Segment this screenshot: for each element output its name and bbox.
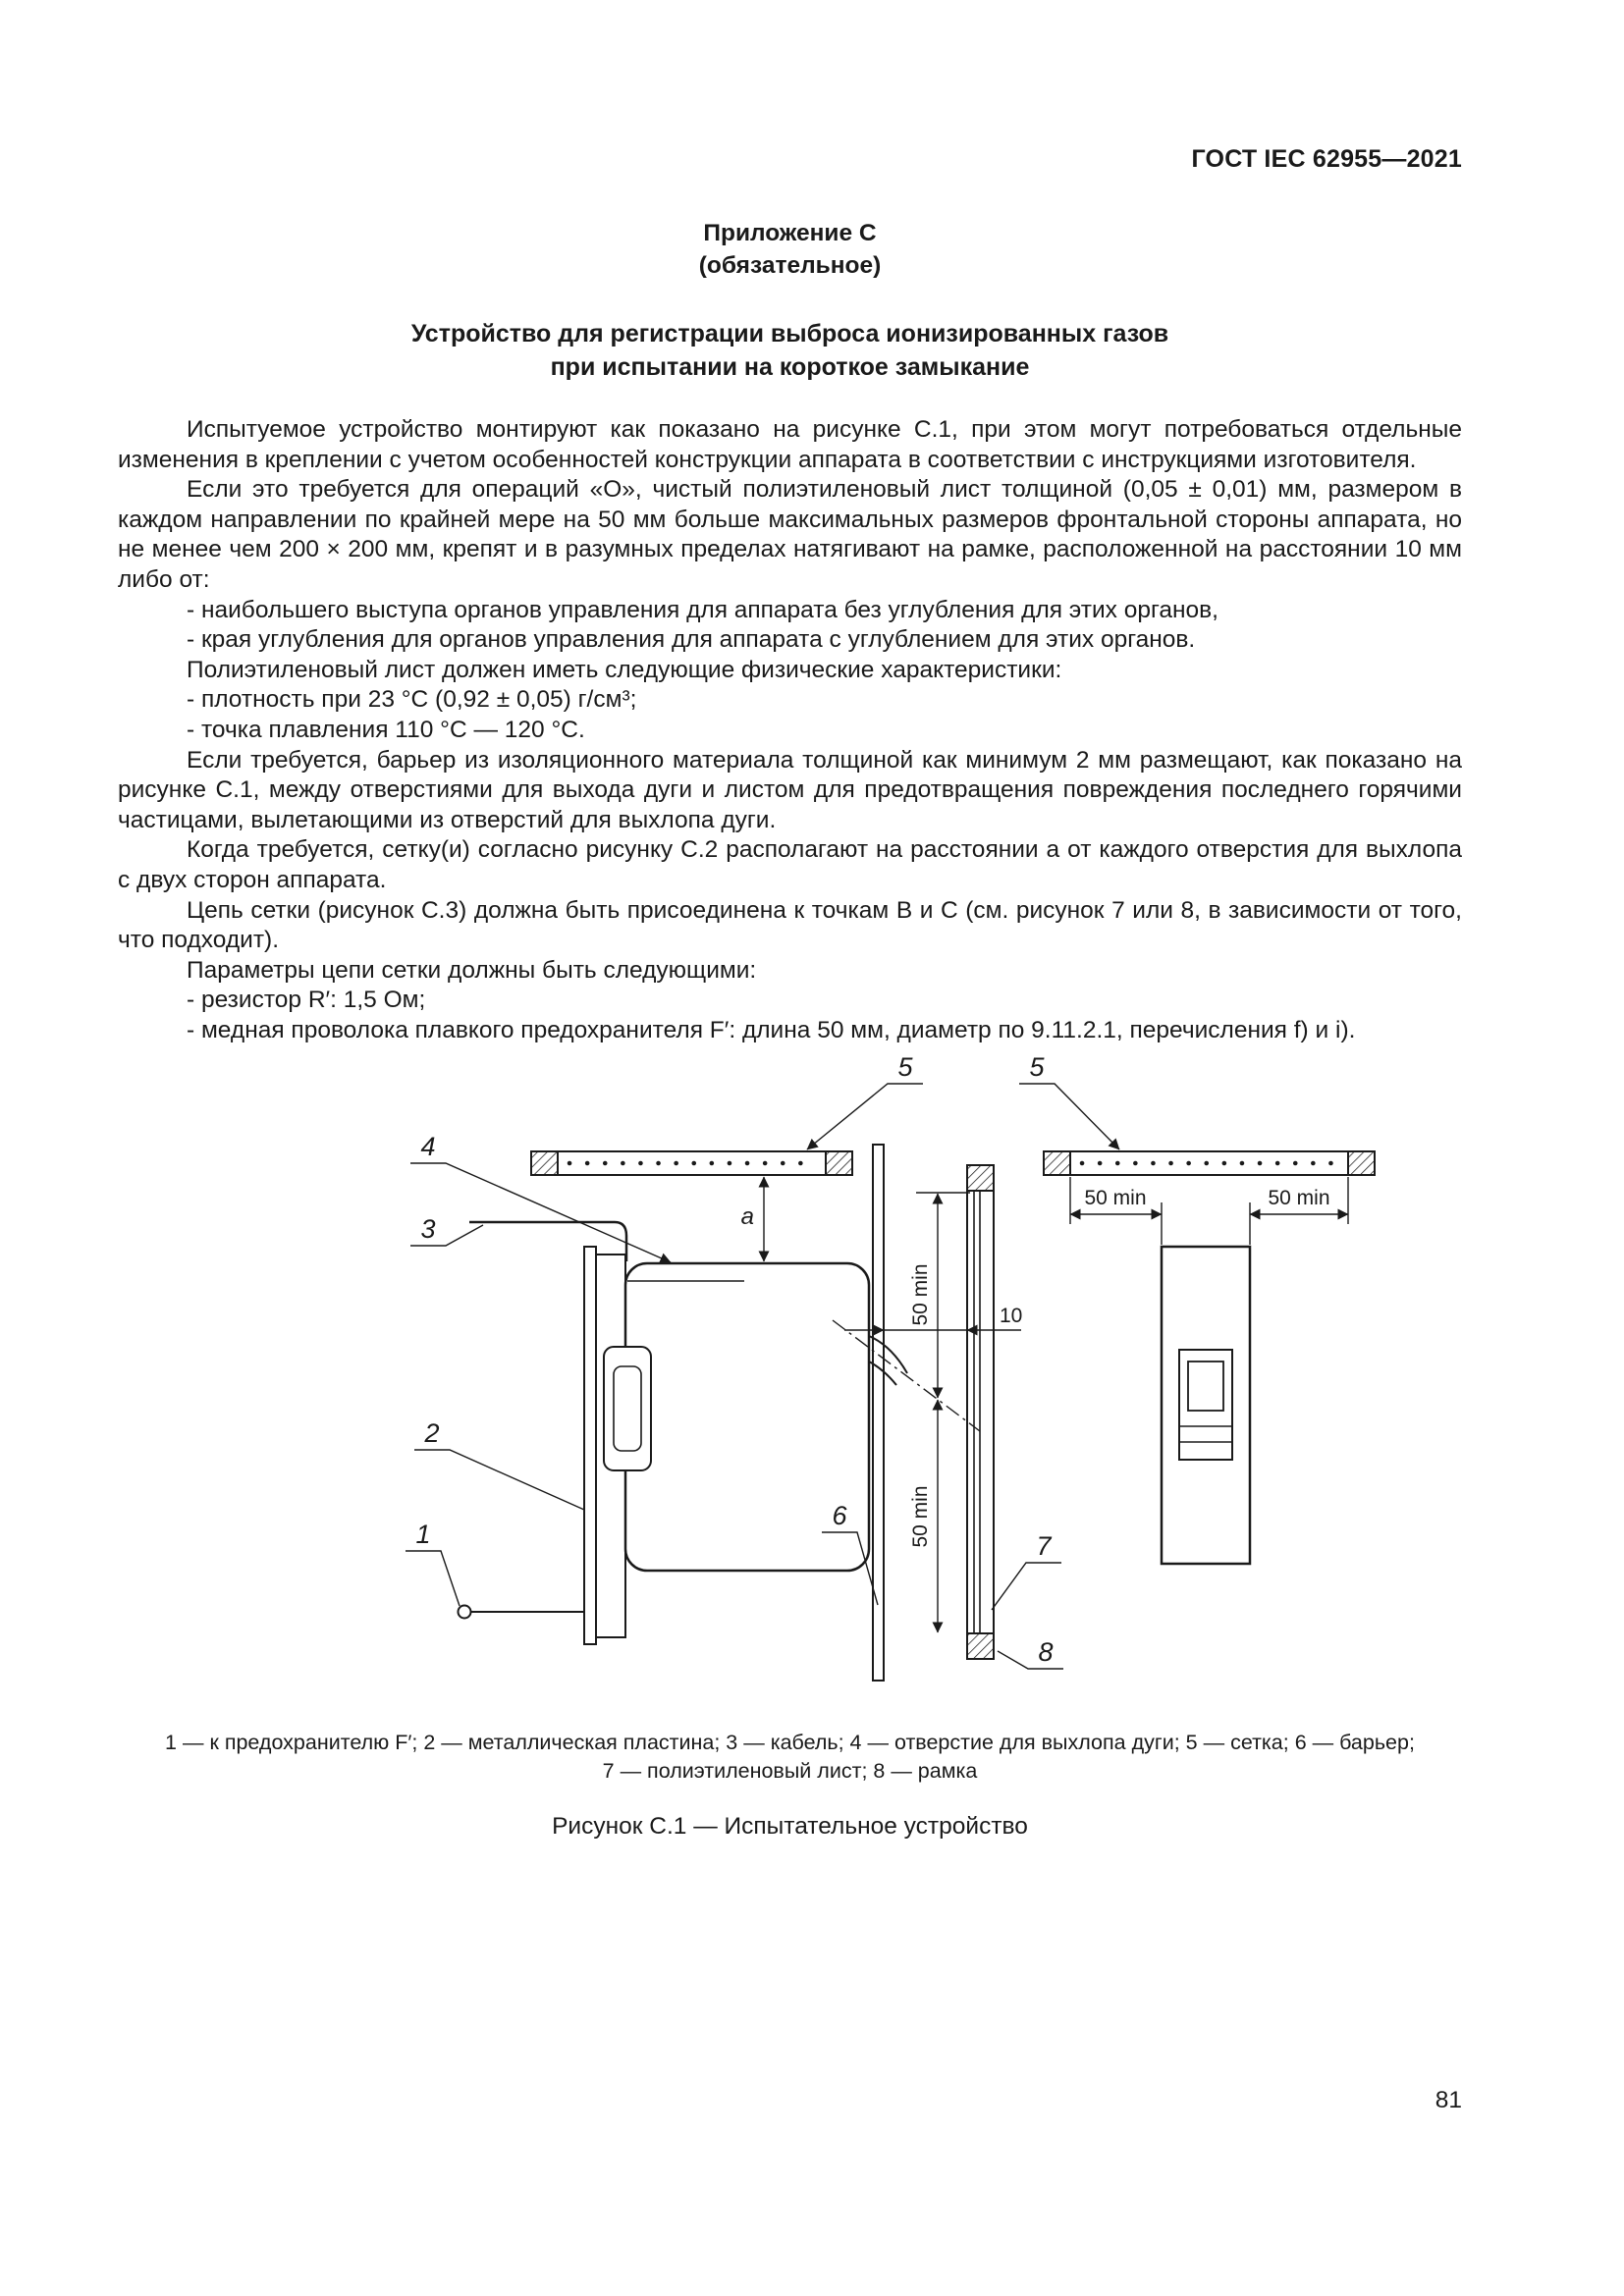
callout-8: 8 — [1038, 1637, 1054, 1668]
terminal-circle — [459, 1606, 471, 1619]
section-title-line1: Устройство для регистрации выброса ионизированных газов — [410, 320, 1169, 347]
list-item: - медная проволока плавкого предохранителя F′: длина 50 мм, диаметр по 9.11.2.1, перечисления f) и i). — [187, 1016, 1356, 1043]
leader-5-right — [1019, 1084, 1119, 1149]
figure-title: Рисунок С.1 — Испытательное устройство — [552, 1813, 1028, 1841]
callout-4: 4 — [420, 1132, 436, 1162]
dim-50min-upper-label: 50 min — [909, 1263, 932, 1326]
dim-a-label: a — [740, 1203, 754, 1231]
annex-label: Приложение С — [703, 220, 877, 246]
paragraph: Если требуется, барьер из изоляционного материала толщиной как минимум 2 мм размещают, как показано на рисунке С.1, между отверстиями для выхода дуги и листом для предотвращения повреждения последнего горячими частицами, вылетающими из отверстий для выхлопа дуги. — [118, 746, 1462, 833]
figure-caption-line2: 7 — полиэтиленовый лист; 8 — рамка — [602, 1759, 978, 1784]
list-item: - плотность при 23 °С (0,92 ± 0,05) г/см³; — [187, 686, 637, 714]
document-header — [118, 0, 1462, 174]
callout-6: 6 — [832, 1501, 847, 1531]
list-item: - точка плавления 110 °С — 120 °С. — [187, 716, 585, 743]
figure-c1-drawing — [381, 1055, 1422, 1703]
paragraph: Испытуемое устройство монтируют как показано на рисунке С.1, при этом могут потребоваться отдельные изменения в креплении с учетом особенностей конструкции аппарата в соответствии с инструкциями изготовителя. — [118, 416, 1462, 473]
callout-5-right: 5 — [1029, 1055, 1045, 1083]
callout-3: 3 — [420, 1214, 436, 1245]
leader-4 — [410, 1163, 671, 1262]
leader-8 — [998, 1651, 1063, 1669]
dim-50min-left-label: 50 min — [1084, 1187, 1147, 1210]
grid-front-view — [1044, 1151, 1375, 1175]
dim-50min-right-label: 50 min — [1268, 1187, 1330, 1210]
fuse-connection — [459, 1606, 585, 1619]
callout-2: 2 — [424, 1418, 440, 1449]
figure-c1 — [118, 1055, 1462, 1841]
figure-caption — [118, 1729, 1462, 1786]
section-title — [118, 317, 1462, 384]
leader-1 — [406, 1551, 460, 1606]
section-title-line2: при испытании на короткое замыкание — [550, 353, 1030, 381]
device-front-view — [1162, 1247, 1250, 1564]
grid-side-view — [531, 1151, 852, 1175]
barrier — [873, 1145, 884, 1681]
document-page — [118, 0, 1462, 1841]
annex-type: (обязательное) — [698, 252, 882, 279]
callout-5-left: 5 — [897, 1055, 913, 1083]
callout-7: 7 — [1036, 1531, 1052, 1562]
paragraph: Цепь сетки (рисунок С.3) должна быть присоединена к точкам В и С (см. рисунок 7 или 8, в зависимости от того, что подходит). — [118, 896, 1462, 954]
leader-2 — [414, 1450, 584, 1510]
list-item: - резистор R′: 1,5 Ом; — [187, 987, 426, 1014]
leader-5-left — [807, 1084, 923, 1149]
callout-1: 1 — [415, 1520, 431, 1550]
page-number: 81 — [1435, 2087, 1462, 2113]
annex-heading — [118, 217, 1462, 282]
polyethylene-sheet-and-frame — [967, 1165, 994, 1659]
list-item: - наибольшего выступа органов управления для аппарата без углубления для этих органов, — [187, 596, 1218, 623]
paragraph: Когда требуется, сетку(и) согласно рисунку С.2 располагают на расстоянии а от каждого отверстия для выхлопа с двух сторон аппарата. — [118, 836, 1462, 893]
metal-plate — [584, 1247, 596, 1644]
leader-7 — [992, 1563, 1061, 1610]
figure-caption-line1: 1 — к предохранителю F′; 2 — металлическая пластина; 3 — кабель; 4 — отверстие для выхлопа дуги; 5 — сетка; 6 — барьер; — [165, 1731, 1415, 1755]
paragraph: Полиэтиленовый лист должен иметь следующие физические характеристики: — [187, 656, 1062, 683]
list-item: - края углубления для органов управления для аппарата с углублением для этих органов. — [187, 626, 1196, 654]
body-text — [118, 415, 1462, 1045]
standard-number: ГОСТ IEC 62955—2021 — [1191, 145, 1462, 173]
paragraph: Параметры цепи сетки должны быть следующими: — [187, 956, 757, 984]
paragraph: Если это требуется для операций «О», чистый полиэтиленовый лист толщиной (0,05 ± 0,01) мм, размером в каждом направлении по крайней мере на 50 мм больше максимальных размеров фронтальной стороны аппарата, но не менее чем 200 × 200 мм, крепят и в разумных пределах натягивают на рамке, расположенной на расстоянии 10 мм либо от: — [118, 476, 1462, 593]
dim-10-label: 10 — [1000, 1305, 1023, 1328]
dim-50min-lower-label: 50 min — [909, 1485, 932, 1548]
